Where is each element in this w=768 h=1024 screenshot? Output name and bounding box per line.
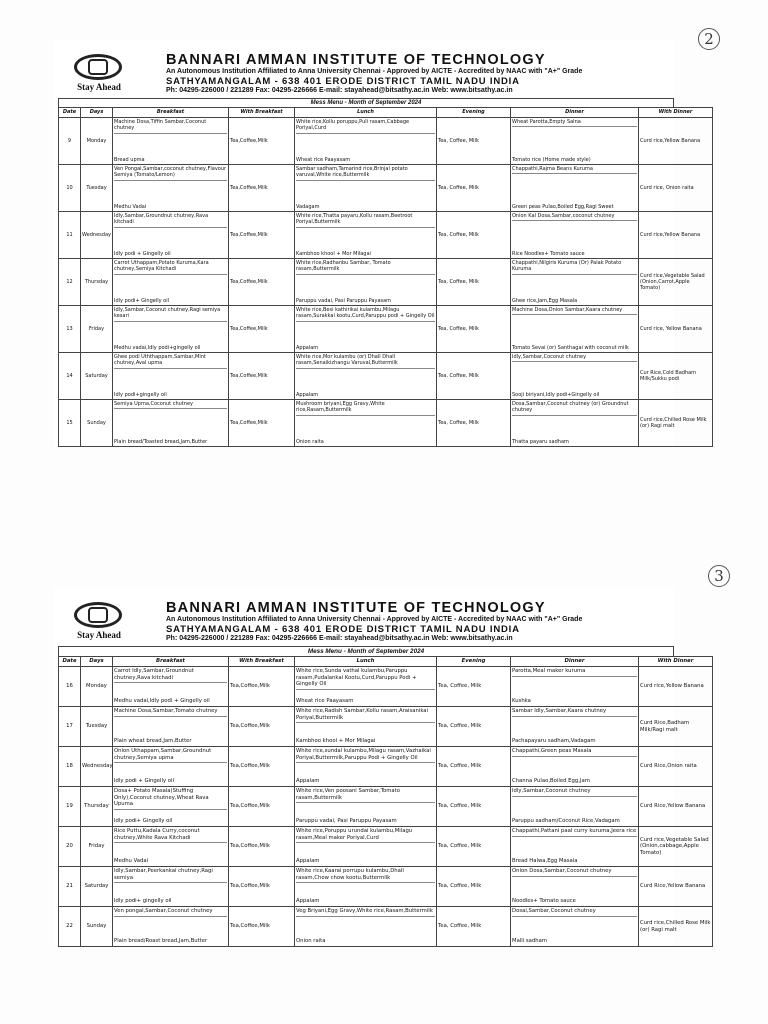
lunch-cell bbox=[295, 867, 437, 907]
table-row bbox=[59, 787, 713, 827]
lunch-cell bbox=[295, 165, 437, 212]
dinner-cell-extra: Pachapayaru sadham,Vadagam bbox=[512, 738, 596, 745]
lunch-cell-main: White rice,Ven poosani Sambar,Tomato rasam,Buttermilk bbox=[296, 787, 435, 803]
with-breakfast-cell: Tea,Coffee,Milk bbox=[229, 165, 295, 212]
breakfast-cell bbox=[113, 707, 229, 747]
breakfast-cell-main: Carrot Idly,Sambar,Groundnut chutney,Rava kitchadi bbox=[114, 667, 227, 683]
lunch-cell bbox=[295, 259, 437, 306]
menu-table bbox=[58, 656, 713, 947]
date-cell: 22 bbox=[59, 907, 81, 947]
institute-contact: Ph: 04295-226000 / 221289 Fax: 04295-226666 E-mail: stayahead@bitsathy.ac.in Web: www.bitsathy.ac.in bbox=[166, 87, 513, 94]
date-cell: 18 bbox=[59, 747, 81, 787]
table-row bbox=[59, 667, 713, 707]
dinner-cell-main: Onion Kal Dosa,Sambar,coconut chutney bbox=[512, 212, 637, 221]
dinner-cell-main: Wheat Parotta,Empty Salna bbox=[512, 118, 637, 127]
evening-cell: Tea, Coffee, Milk bbox=[437, 400, 511, 447]
institute-logo bbox=[68, 602, 130, 646]
breakfast-cell bbox=[113, 259, 229, 306]
institute-name: BANNARI AMMAN INSTITUTE OF TECHNOLOGY bbox=[166, 600, 546, 616]
lunch-cell-main: White rice,Sunda vathal kulambu,Paruppu rasam,Pudalankai Kootu,Curd,Paruppu Podi + Gingelly Oil bbox=[296, 667, 435, 690]
day-cell: Wednesday bbox=[81, 747, 113, 787]
lunch-cell-main: White rice,Kaarai porrupu kulambu,Dhall rasam,Chow chow kootu,Buttermilk bbox=[296, 867, 435, 883]
with-breakfast-cell: Tea,Coffee,Milk bbox=[229, 747, 295, 787]
column-header: Date bbox=[59, 657, 81, 667]
with-breakfast-cell: Tea,Coffee,Milk bbox=[229, 707, 295, 747]
institute-header bbox=[54, 588, 674, 646]
with-breakfast-cell: Tea,Coffee,Milk bbox=[229, 787, 295, 827]
lunch-cell-extra: Appalam bbox=[296, 778, 320, 785]
lunch-cell-main: White rice,Kollu poruppu,Puli rasam,Cabbage Poriyal,Curd bbox=[296, 118, 435, 134]
evening-cell: Tea, Coffee, Milk bbox=[437, 667, 511, 707]
lunch-cell-extra: Appalam bbox=[296, 344, 319, 351]
page-number: 2 bbox=[698, 28, 720, 50]
with-dinner-cell: Curd rice,Chilled Rose Milk (or) Ragi malt bbox=[639, 907, 713, 947]
dinner-cell-main: Dosai,Sambar,Coconut chutney bbox=[512, 907, 637, 917]
evening-cell: Tea, Coffee, Milk bbox=[437, 827, 511, 867]
date-cell: 16 bbox=[59, 667, 81, 707]
dinner-cell bbox=[511, 867, 639, 907]
breakfast-cell-main: Ven pongal,Sambar,Coconut chutney bbox=[114, 907, 227, 917]
breakfast-cell bbox=[113, 306, 229, 353]
column-header: Evening bbox=[437, 657, 511, 667]
table-row bbox=[59, 118, 713, 165]
lunch-cell-main: Mushroom briyani,Egg Gravy,White rice,Rasam,Buttermilk bbox=[296, 400, 435, 416]
lunch-cell bbox=[295, 787, 437, 827]
date-cell: 9 bbox=[59, 118, 81, 165]
dinner-cell-extra: Tomato Sevai (or) Santhagai with coconut milk bbox=[512, 344, 629, 351]
date-cell: 19 bbox=[59, 787, 81, 827]
column-header: Dinner bbox=[511, 108, 639, 118]
table-row bbox=[59, 907, 713, 947]
column-header: Days bbox=[81, 108, 113, 118]
with-breakfast-cell: Tea,Coffee,Milk bbox=[229, 827, 295, 867]
with-dinner-cell: Curd rice,Vegetable Salad (Onion,Carrot,Apple Tomato) bbox=[639, 259, 713, 306]
table-row bbox=[59, 707, 713, 747]
dinner-cell-extra: Thatta payaru sadham bbox=[512, 438, 569, 445]
table-row bbox=[59, 353, 713, 400]
lunch-cell bbox=[295, 400, 437, 447]
dinner-cell bbox=[511, 667, 639, 707]
day-cell: Sunday bbox=[81, 400, 113, 447]
breakfast-cell-extra: Medhu vadai,Idly podi + Gingelly oil bbox=[114, 698, 210, 705]
institute-name: BANNARI AMMAN INSTITUTE OF TECHNOLOGY bbox=[166, 52, 546, 68]
column-header: With Breakfast bbox=[229, 108, 295, 118]
evening-cell: Tea, Coffee, Milk bbox=[437, 306, 511, 353]
breakfast-cell-main: Idly,Sambar,Peerkankai chutney,Ragi semiya bbox=[114, 867, 227, 883]
institute-address: SATHYAMANGALAM - 638 401 ERODE DISTRICT TAMIL NADU INDIA bbox=[166, 624, 520, 635]
column-header: Days bbox=[81, 657, 113, 667]
breakfast-cell-extra: Plain wheat bread,Jam,Butter bbox=[114, 738, 192, 745]
breakfast-cell-extra: Idly podi+ Gingelly oil bbox=[114, 297, 170, 304]
lunch-cell-main: White rice,Poruppu urundai kulambu,Milagu rasam,Meal maker Poriyal,Curd bbox=[296, 827, 435, 843]
column-header: Evening bbox=[437, 108, 511, 118]
institute-subtitle: An Autonomous Institution Affiliated to Anna University Chennai - Approved by AICTE - Accredited by NAAC with "A+" Grade bbox=[166, 616, 583, 623]
evening-cell: Tea, Coffee, Milk bbox=[437, 353, 511, 400]
menu-sheet-1 bbox=[54, 40, 707, 447]
date-cell: 12 bbox=[59, 259, 81, 306]
evening-cell: Tea, Coffee, Milk bbox=[437, 867, 511, 907]
breakfast-cell-extra: Medhu Vadai bbox=[114, 203, 147, 210]
column-header: Lunch bbox=[295, 657, 437, 667]
lunch-cell bbox=[295, 212, 437, 259]
breakfast-cell bbox=[113, 165, 229, 212]
page-number: 3 bbox=[708, 565, 730, 587]
institute-subtitle: An Autonomous Institution Affiliated to Anna University Chennai - Approved by AICTE - Accredited by NAAC with "A+" Grade bbox=[166, 68, 583, 75]
with-dinner-cell: Curd rice, Onion raita bbox=[639, 165, 713, 212]
with-dinner-cell: Curd rice,Chilled Rose Milk (or) Ragi malt bbox=[639, 400, 713, 447]
lunch-cell bbox=[295, 306, 437, 353]
lunch-cell-extra: Appalam bbox=[296, 858, 320, 865]
lunch-cell bbox=[295, 353, 437, 400]
lunch-cell-extra: Paruppu vadai, Pasi Paruppu Payasam bbox=[296, 818, 397, 825]
column-header: Date bbox=[59, 108, 81, 118]
with-dinner-cell: Curd rice,Yellow Banana bbox=[639, 667, 713, 707]
breakfast-cell-extra: Medhu vadai,Idly podi+gingelly oil bbox=[114, 344, 201, 351]
evening-cell: Tea, Coffee, Milk bbox=[437, 212, 511, 259]
breakfast-cell-extra: Plain bread/Roast bread,Jam,Butter bbox=[114, 938, 208, 945]
dinner-cell bbox=[511, 827, 639, 867]
breakfast-cell-main: Ven Pongal,Sambar,coconut chutney,Flavour Semiya (Tomato/Lemon) bbox=[114, 165, 227, 181]
breakfast-cell bbox=[113, 827, 229, 867]
lunch-cell-main: White rice,Radish Sambar,Kollu rasam,Araisanikai Poriyal,Buttermilk bbox=[296, 707, 435, 723]
institute-address: SATHYAMANGALAM - 638 401 ERODE DISTRICT TAMIL NADU INDIA bbox=[166, 76, 520, 87]
breakfast-cell-main: Onion Uthappam,Sambar,Groundnut chutney,Semiya upma bbox=[114, 747, 227, 763]
table-row bbox=[59, 747, 713, 787]
with-dinner-cell: Cur Rice,Cold Badham Milk/Sukku podi bbox=[639, 353, 713, 400]
day-cell: Monday bbox=[81, 667, 113, 707]
with-dinner-cell: Curd rice,Yellow Banana bbox=[639, 118, 713, 165]
logo-tagline: Stay Ahead bbox=[77, 630, 121, 640]
day-cell: Thursday bbox=[81, 259, 113, 306]
table-row bbox=[59, 306, 713, 353]
dinner-cell bbox=[511, 259, 639, 306]
column-header: With Dinner bbox=[639, 108, 713, 118]
dinner-cell-extra: Bread Halwa,Egg Masala bbox=[512, 858, 578, 865]
breakfast-cell bbox=[113, 212, 229, 259]
evening-cell: Tea, Coffee, Milk bbox=[437, 747, 511, 787]
day-cell: Thursday bbox=[81, 787, 113, 827]
with-breakfast-cell: Tea,Coffee,Milk bbox=[229, 867, 295, 907]
dinner-cell-extra: Kushka bbox=[512, 698, 531, 705]
date-cell: 13 bbox=[59, 306, 81, 353]
column-header: Breakfast bbox=[113, 108, 229, 118]
evening-cell: Tea, Coffee, Milk bbox=[437, 165, 511, 212]
column-header: With Breakfast bbox=[229, 657, 295, 667]
dinner-cell-main: Parotta,Meal maker kuruma bbox=[512, 667, 637, 677]
dinner-cell-main: Chappathi,Rajma Beans Kuruma bbox=[512, 165, 637, 174]
day-cell: Wednesday bbox=[81, 212, 113, 259]
lunch-cell-main: White rice,Besi kathirikai kulambu,Milagu rasam,Surakkai kootu,Curd,Paruppu podi + Gingelly Oil bbox=[296, 306, 435, 322]
with-breakfast-cell: Tea,Coffee,Milk bbox=[229, 400, 295, 447]
dinner-cell-extra: Malli sadham bbox=[512, 938, 548, 945]
date-cell: 17 bbox=[59, 707, 81, 747]
dinner-cell-extra: Green peas Pulao,Boiled Egg,Ragi Sweet bbox=[512, 203, 614, 210]
table-row bbox=[59, 400, 713, 447]
with-dinner-cell: Curd Rice,Onion raita bbox=[639, 747, 713, 787]
breakfast-cell bbox=[113, 400, 229, 447]
institute-logo bbox=[68, 54, 130, 98]
date-cell: 21 bbox=[59, 867, 81, 907]
breakfast-cell-main: Semiya Upma,Coconut chutney bbox=[114, 400, 227, 409]
dinner-cell bbox=[511, 118, 639, 165]
header-row bbox=[59, 108, 713, 118]
lunch-cell-extra: Wheat rice Paayasam bbox=[296, 156, 351, 163]
day-cell: Saturday bbox=[81, 867, 113, 907]
with-dinner-cell: Curd rice,Yellow Banana bbox=[639, 212, 713, 259]
dinner-cell bbox=[511, 787, 639, 827]
evening-cell: Tea, Coffee, Milk bbox=[437, 259, 511, 306]
lunch-cell bbox=[295, 827, 437, 867]
column-header: Dinner bbox=[511, 657, 639, 667]
dinner-cell-extra: Rice Noodles+ Tomato sauce bbox=[512, 250, 585, 257]
lunch-cell-extra: Appalam bbox=[296, 391, 319, 398]
date-cell: 15 bbox=[59, 400, 81, 447]
dinner-cell bbox=[511, 707, 639, 747]
with-dinner-cell: Curd Rice,Badham Milk/Ragi malt bbox=[639, 707, 713, 747]
with-breakfast-cell: Tea,Coffee,Milk bbox=[229, 118, 295, 165]
table-row bbox=[59, 212, 713, 259]
dinner-cell-main: Dosa,Sambar,Coconut chutney (or) Groundnut chutney bbox=[512, 400, 637, 416]
dinner-cell-extra: Sooji biriyani,Idly podi+Gingelly oil bbox=[512, 391, 600, 398]
with-breakfast-cell: Tea,Coffee,Milk bbox=[229, 306, 295, 353]
lunch-cell bbox=[295, 707, 437, 747]
with-dinner-cell: Curd rice, Yellow Banana bbox=[639, 306, 713, 353]
day-cell: Sunday bbox=[81, 907, 113, 947]
day-cell: Tuesday bbox=[81, 165, 113, 212]
menu-sheet-2 bbox=[54, 588, 711, 947]
lunch-cell-extra: Kambhoo khool + Mor Milagai bbox=[296, 250, 371, 257]
column-header: Breakfast bbox=[113, 657, 229, 667]
breakfast-cell-main: Carrot Uthappam,Potato Kuruma,Kara chutney,Semiya Kitchadi bbox=[114, 259, 227, 275]
breakfast-cell bbox=[113, 867, 229, 907]
dinner-cell-extra: Channa Pulao,Boiled Egg,Jam bbox=[512, 778, 590, 785]
lunch-cell-main: White rice,sundal kulambu,Milagu rasam,Vazhaikai Poriyal,Buttermilk,Paruppu Podi + Gingelly Oil bbox=[296, 747, 435, 763]
column-header: Lunch bbox=[295, 108, 437, 118]
with-breakfast-cell: Tea,Coffee,Milk bbox=[229, 353, 295, 400]
breakfast-cell bbox=[113, 747, 229, 787]
breakfast-cell-main: Machine Dosa,Tiffin Sambar,Coconut chutney bbox=[114, 118, 227, 134]
lunch-cell bbox=[295, 667, 437, 707]
date-cell: 10 bbox=[59, 165, 81, 212]
dinner-cell-extra: Tomato rice (Home made style) bbox=[512, 156, 591, 163]
lunch-cell-main: Veg Briyani,Egg Gravy,White rice,Rasam,Buttermilk bbox=[296, 907, 435, 917]
breakfast-cell-main: Idly,Sambar,Groundnut chutney,Rava kitchadi bbox=[114, 212, 227, 228]
breakfast-cell-extra: Idly podi+gingelly oil bbox=[114, 391, 167, 398]
lunch-cell-extra: Paruppu vadai, Pasi Paruppu Payasam bbox=[296, 297, 392, 304]
day-cell: Friday bbox=[81, 306, 113, 353]
dinner-cell-main: Chappathi,Green peas Masala bbox=[512, 747, 637, 757]
dinner-cell-main: Chappathi,Pattani paal curry kuruma,Jeera rice bbox=[512, 827, 637, 837]
dinner-cell-extra: Ghee rice,Jam,Egg Masala bbox=[512, 297, 578, 304]
dinner-cell-main: Machine Dosa,Onion Sambar,Kaara chutney bbox=[512, 306, 637, 315]
lunch-cell-extra: Wheat rice Paayasam bbox=[296, 698, 354, 705]
day-cell: Tuesday bbox=[81, 707, 113, 747]
breakfast-cell bbox=[113, 118, 229, 165]
breakfast-cell-main: Ghee podi Uththappam,Sambar,Mint chutney,Aval upma bbox=[114, 353, 227, 369]
lunch-cell-extra: Onion raita bbox=[296, 438, 324, 445]
dinner-cell bbox=[511, 306, 639, 353]
with-dinner-cell: Curd rice,Vegetable Salad (Onion,cabbage,Apple Tomato) bbox=[639, 827, 713, 867]
breakfast-cell bbox=[113, 667, 229, 707]
breakfast-cell-extra: Idly podi+ gingelly oil bbox=[114, 898, 172, 905]
lunch-cell-main: White rice,Mor kulambu (or) Dhall Dhall rasam,Senaikizhangu Varuval,Buttermilk bbox=[296, 353, 435, 369]
date-cell: 14 bbox=[59, 353, 81, 400]
breakfast-cell-main: Dosa+ Potato Masala(Stuffing Only),Coconut chutney,Wheat Rava Upuma bbox=[114, 787, 227, 810]
breakfast-cell-extra: Idly podi + Gingelly oil bbox=[114, 778, 174, 785]
dinner-cell bbox=[511, 907, 639, 947]
breakfast-cell-main: Rice Puttu,Kadala Curry,coconut chutney,White Rava Kitchadi bbox=[114, 827, 227, 843]
evening-cell: Tea, Coffee, Milk bbox=[437, 787, 511, 827]
with-dinner-cell: Curd Rice,Yellow Banana bbox=[639, 867, 713, 907]
with-dinner-cell: Curd Rice,Yellow Banana bbox=[639, 787, 713, 827]
breakfast-cell-extra: Plain bread/Toasted bread,Jam,Butter bbox=[114, 438, 208, 445]
institute-contact: Ph: 04295-226000 / 221289 Fax: 04295-226666 E-mail: stayahead@bitsathy.ac.in Web: www.bitsathy.ac.in bbox=[166, 635, 513, 642]
with-breakfast-cell: Tea,Coffee,Milk bbox=[229, 907, 295, 947]
breakfast-cell-extra: Idly podi + Gingelly oil bbox=[114, 250, 171, 257]
lunch-cell bbox=[295, 907, 437, 947]
evening-cell: Tea, Coffee, Milk bbox=[437, 118, 511, 165]
table-row bbox=[59, 259, 713, 306]
breakfast-cell-extra: Bread upma bbox=[114, 156, 145, 163]
breakfast-cell-extra: Idly podi+ Gingelly oil bbox=[114, 818, 173, 825]
dinner-cell bbox=[511, 212, 639, 259]
header-row bbox=[59, 657, 713, 667]
menu-title: Mess Menu - Month of September 2024 bbox=[58, 98, 674, 107]
date-cell: 20 bbox=[59, 827, 81, 867]
lunch-cell-extra: Appalam bbox=[296, 898, 320, 905]
column-header: With Dinner bbox=[639, 657, 713, 667]
table-row bbox=[59, 867, 713, 907]
dinner-cell-extra: Paruppu sadham/Coconut Rice,Vadagam bbox=[512, 818, 620, 825]
breakfast-cell-main: Idly,Sambar,Coconut chutney,Ragi semiya kesari bbox=[114, 306, 227, 322]
day-cell: Saturday bbox=[81, 353, 113, 400]
dinner-cell-main: Idly,Sambar,Coconut chutney bbox=[512, 787, 637, 797]
breakfast-cell-extra: Medhu Vadai bbox=[114, 858, 149, 865]
evening-cell: Tea, Coffee, Milk bbox=[437, 907, 511, 947]
with-breakfast-cell: Tea,Coffee,Milk bbox=[229, 259, 295, 306]
dinner-cell bbox=[511, 353, 639, 400]
table-row bbox=[59, 827, 713, 867]
menu-table bbox=[58, 107, 713, 447]
evening-cell: Tea, Coffee, Milk bbox=[437, 707, 511, 747]
lunch-cell bbox=[295, 747, 437, 787]
lunch-cell-main: White rice,Radhanbu Sambar, Tomato rasam,Buttermilk bbox=[296, 259, 435, 275]
dinner-cell-main: Sambar Idly,Sambar,Kaara chutney bbox=[512, 707, 637, 717]
menu-title: Mess Menu - Month of September 2024 bbox=[58, 646, 674, 656]
dinner-cell-main: Idly,Sambar,Coconut chutney bbox=[512, 353, 637, 362]
lunch-cell bbox=[295, 118, 437, 165]
with-breakfast-cell: Tea,Coffee,Milk bbox=[229, 212, 295, 259]
dinner-cell bbox=[511, 400, 639, 447]
breakfast-cell-main: Machine Dosa,Sambar,Tomato chutney bbox=[114, 707, 227, 717]
day-cell: Friday bbox=[81, 827, 113, 867]
lunch-cell-extra: Onion raita bbox=[296, 938, 326, 945]
dinner-cell bbox=[511, 165, 639, 212]
breakfast-cell bbox=[113, 787, 229, 827]
date-cell: 11 bbox=[59, 212, 81, 259]
day-cell: Monday bbox=[81, 118, 113, 165]
logo-tagline: Stay Ahead bbox=[77, 82, 121, 92]
breakfast-cell bbox=[113, 907, 229, 947]
with-breakfast-cell: Tea,Coffee,Milk bbox=[229, 667, 295, 707]
lunch-cell-extra: Vadagam bbox=[296, 203, 320, 210]
breakfast-cell bbox=[113, 353, 229, 400]
table-row bbox=[59, 165, 713, 212]
institute-header bbox=[54, 40, 674, 98]
lunch-cell-main: White rice,Thatta payaru,Kollu rasam,Beetroot Poriyal,Buttermilk bbox=[296, 212, 435, 228]
dinner-cell-main: Chappathi,Nilgiris Kuruma (Or) Palak Potato Kuruma bbox=[512, 259, 637, 275]
dinner-cell-extra: Noodles+ Tomato sauce bbox=[512, 898, 576, 905]
lunch-cell-main: Sambar sadham,Tamarind rice,Brinjal potato varuval,White rice,Buttermilk bbox=[296, 165, 435, 181]
dinner-cell-main: Onion Dosa,Sambar,Coconut chutney bbox=[512, 867, 637, 877]
lunch-cell-extra: Kambhoo khool + Mor Milagai bbox=[296, 738, 376, 745]
dinner-cell bbox=[511, 747, 639, 787]
